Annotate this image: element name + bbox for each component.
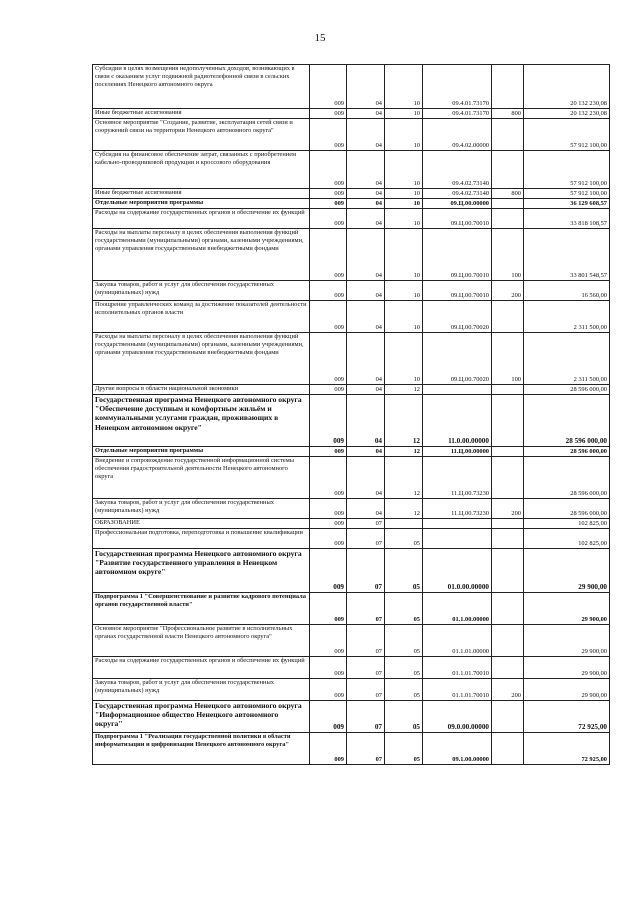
ministry-code-cell: 009 (310, 679, 347, 701)
amount-cell: 57 912 100,00 (524, 119, 610, 151)
table-row (93, 65, 610, 109)
table-row (93, 657, 610, 679)
amount-cell: 20 132 230,08 (524, 109, 610, 119)
amount-cell: 72 925,00 (524, 733, 610, 765)
target-article-code-cell: 09.Ц.00.70020 (423, 333, 492, 385)
row-name-cell: Основное мероприятие "Профессиональное развитие в исполнительных органах государственной власти Ненецкого автономного округа" (93, 625, 310, 657)
table-row (93, 395, 610, 447)
subsection-code-cell: 10 (385, 189, 423, 199)
ministry-code-cell: 009 (310, 109, 347, 119)
section-code-cell: 04 (347, 229, 385, 281)
table-row (93, 209, 610, 229)
expense-type-code-cell: 100 (492, 229, 524, 281)
target-article-code-cell: 09.0.00.00000 (423, 701, 492, 733)
target-article-code-cell: 09.4.01.73170 (423, 109, 492, 119)
target-article-code-cell: 11.Ц.00.00000 (423, 447, 492, 457)
amount-cell: 16 560,00 (524, 281, 610, 301)
target-article-code-cell: 09.Ц.00.70010 (423, 281, 492, 301)
row-name-cell: Закупка товаров, работ и услуг для обеспечения государственных (муниципальных) нужд (93, 499, 310, 519)
expense-type-code-cell (492, 457, 524, 499)
ministry-code-cell: 009 (310, 395, 347, 447)
target-article-code-cell: 09.Ц.00.70010 (423, 229, 492, 281)
row-name-cell: Основное мероприятие "Создание, развитие, эксплуатация сетей связи и сооружений связи на территории Ненецкого автономного округа" (93, 119, 310, 151)
target-article-code-cell: 09.Ц.00.00000 (423, 199, 492, 209)
row-name-cell: Субсидия на финансовое обеспечение затрат, связанных с приобретением кабельно-проводниковой продукции и кроссового оборудования (93, 151, 310, 189)
table-row (93, 151, 610, 189)
target-article-code-cell: 11.0.00.00000 (423, 395, 492, 447)
subsection-code-cell: 12 (385, 499, 423, 519)
ministry-code-cell: 009 (310, 457, 347, 499)
section-code-cell: 07 (347, 549, 385, 593)
subsection-code-cell: 05 (385, 549, 423, 593)
ministry-code-cell: 009 (310, 701, 347, 733)
row-name-cell: Поощрение управленческих команд за достижение показателей деятельности исполнительных органов власти (93, 301, 310, 333)
row-name-cell: Подпрограмма 1 "Реализация государственной политики в области информатизации и цифровизации Ненецкого автономного округа" (93, 733, 310, 765)
expense-type-code-cell (492, 593, 524, 625)
section-code-cell: 04 (347, 209, 385, 229)
section-code-cell: 04 (347, 109, 385, 119)
expense-type-code-cell: 100 (492, 333, 524, 385)
section-code-cell: 07 (347, 529, 385, 549)
subsection-code-cell: 05 (385, 733, 423, 765)
section-code-cell: 04 (347, 447, 385, 457)
table-row (93, 199, 610, 209)
table-row (93, 109, 610, 119)
expense-type-code-cell (492, 209, 524, 229)
section-code-cell: 04 (347, 499, 385, 519)
amount-cell: 28 596 000,00 (524, 395, 610, 447)
target-article-code-cell: 09.Ц.00.70020 (423, 301, 492, 333)
subsection-code-cell: 10 (385, 65, 423, 109)
target-article-code-cell: 01.1.01.70010 (423, 657, 492, 679)
subsection-code-cell: 10 (385, 281, 423, 301)
row-name-cell: Государственная программа Ненецкого автономного округа "Развитие государственного управления в Ненецком автономном округе" (93, 549, 310, 593)
section-code-cell: 04 (347, 281, 385, 301)
ministry-code-cell: 009 (310, 447, 347, 457)
ministry-code-cell: 009 (310, 119, 347, 151)
section-code-cell: 07 (347, 701, 385, 733)
amount-cell: 2 311 500,00 (524, 301, 610, 333)
table-row (93, 385, 610, 395)
amount-cell: 57 912 100,00 (524, 189, 610, 199)
section-code-cell: 04 (347, 301, 385, 333)
section-code-cell: 07 (347, 593, 385, 625)
ministry-code-cell: 009 (310, 593, 347, 625)
expense-type-code-cell (492, 385, 524, 395)
ministry-code-cell: 009 (310, 281, 347, 301)
target-article-code-cell: 09.1.00.00000 (423, 733, 492, 765)
target-article-code-cell: 09.4.02.00000 (423, 119, 492, 151)
row-name-cell: ОБРАЗОВАНИЕ (93, 519, 310, 529)
ministry-code-cell: 009 (310, 209, 347, 229)
subsection-code-cell: 10 (385, 209, 423, 229)
table-row (93, 301, 610, 333)
ministry-code-cell: 009 (310, 333, 347, 385)
ministry-code-cell: 009 (310, 151, 347, 189)
row-name-cell: Расходы на выплаты персоналу в целях обеспечения выполнения функций государственными (муниципальными) органами, казенными учреждениями, органами управления государственными внебюджетными фондами (93, 229, 310, 281)
target-article-code-cell: 09.Ц.00.70010 (423, 209, 492, 229)
section-code-cell: 04 (347, 119, 385, 151)
expense-type-code-cell (492, 119, 524, 151)
row-name-cell: Иные бюджетные ассигнования (93, 109, 310, 119)
subsection-code-cell: 05 (385, 529, 423, 549)
section-code-cell: 04 (347, 395, 385, 447)
row-name-cell: Расходы на выплаты персоналу в целях обеспечения выполнения функций государственными (муниципальными) органами, казенными учреждениями, органами управления государственными внебюджетными фондами (93, 333, 310, 385)
expense-type-code-cell: 200 (492, 499, 524, 519)
table-row (93, 333, 610, 385)
expense-type-code-cell (492, 529, 524, 549)
section-code-cell: 04 (347, 457, 385, 499)
expense-type-code-cell (492, 733, 524, 765)
ministry-code-cell: 009 (310, 199, 347, 209)
ministry-code-cell: 009 (310, 229, 347, 281)
target-article-code-cell (423, 529, 492, 549)
amount-cell: 28 596 000,00 (524, 499, 610, 519)
ministry-code-cell: 009 (310, 529, 347, 549)
row-name-cell: Внедрение и сопровождение государственной информационной системы обеспечения градостроительной деятельности Ненецкого автономного округа (93, 457, 310, 499)
expense-type-code-cell (492, 657, 524, 679)
section-code-cell: 04 (347, 65, 385, 109)
ministry-code-cell: 009 (310, 301, 347, 333)
expense-type-code-cell (492, 151, 524, 189)
amount-cell: 28 596 000,00 (524, 447, 610, 457)
table-row (93, 499, 610, 519)
row-name-cell: Расходы на содержание государственных органов и обеспечение их функций (93, 657, 310, 679)
section-code-cell: 07 (347, 519, 385, 529)
amount-cell: 57 912 100,00 (524, 151, 610, 189)
expense-type-code-cell (492, 447, 524, 457)
table-row (93, 625, 610, 657)
amount-cell: 29 900,00 (524, 657, 610, 679)
row-name-cell: Профессиональная подготовка, переподготовка и повышение квалификации (93, 529, 310, 549)
subsection-code-cell: 10 (385, 229, 423, 281)
target-article-code-cell: 09.4.01.73170 (423, 65, 492, 109)
row-name-cell: Подпрограмма 1 "Совершенствование и развитие кадрового потенциала органов государственной власти" (93, 593, 310, 625)
subsection-code-cell: 05 (385, 701, 423, 733)
table-row (93, 189, 610, 199)
row-name-cell: Отдельные мероприятия программы (93, 199, 310, 209)
amount-cell: 29 900,00 (524, 679, 610, 701)
amount-cell: 29 900,00 (524, 593, 610, 625)
expense-type-code-cell (492, 199, 524, 209)
subsection-code-cell: 12 (385, 395, 423, 447)
section-code-cell: 07 (347, 657, 385, 679)
row-name-cell: Расходы на содержание государственных органов и обеспечение их функций (93, 209, 310, 229)
ministry-code-cell: 009 (310, 625, 347, 657)
ministry-code-cell: 009 (310, 549, 347, 593)
target-article-code-cell: 01.1.00.00000 (423, 593, 492, 625)
ministry-code-cell: 009 (310, 65, 347, 109)
amount-cell: 20 132 230,08 (524, 65, 610, 109)
subsection-code-cell: 12 (385, 447, 423, 457)
expense-type-code-cell: 200 (492, 679, 524, 701)
ministry-code-cell: 009 (310, 189, 347, 199)
expense-type-code-cell (492, 701, 524, 733)
amount-cell: 33 818 108,57 (524, 209, 610, 229)
row-name-cell: Иные бюджетные ассигнования (93, 189, 310, 199)
section-code-cell: 04 (347, 151, 385, 189)
section-code-cell: 04 (347, 385, 385, 395)
target-article-code-cell: 01.1.01.00000 (423, 625, 492, 657)
table-row (93, 549, 610, 593)
table-row (93, 593, 610, 625)
amount-cell: 36 129 608,57 (524, 199, 610, 209)
amount-cell: 29 900,00 (524, 625, 610, 657)
target-article-code-cell (423, 385, 492, 395)
subsection-code-cell: 12 (385, 385, 423, 395)
row-name-cell: Субсидии в целях возмещения недополученных доходов, возникающих в связи с оказанием услуг подвижной радиотелефонной связи в сельских поселениях Ненецкого автономного округа (93, 65, 310, 109)
target-article-code-cell (423, 519, 492, 529)
table-row (93, 701, 610, 733)
table-row (93, 447, 610, 457)
amount-cell: 28 596 000,00 (524, 385, 610, 395)
row-name-cell: Другие вопросы в области национальной экономики (93, 385, 310, 395)
ministry-code-cell: 009 (310, 657, 347, 679)
section-code-cell: 04 (347, 333, 385, 385)
subsection-code-cell: 10 (385, 199, 423, 209)
subsection-code-cell: 10 (385, 151, 423, 189)
ministry-code-cell: 009 (310, 733, 347, 765)
expense-type-code-cell: 200 (492, 281, 524, 301)
expense-type-code-cell (492, 395, 524, 447)
expense-type-code-cell (492, 65, 524, 109)
page-number: 15 (314, 32, 326, 44)
budget-table (92, 64, 610, 765)
section-code-cell: 04 (347, 189, 385, 199)
target-article-code-cell: 01.0.00.00000 (423, 549, 492, 593)
row-name-cell: Закупка товаров, работ и услуг для обеспечения государственных (муниципальных) нужд (93, 679, 310, 701)
row-name-cell: Государственная программа Ненецкого автономного округа "Обеспечение доступным и комфортным жильём и коммунальными услугами граждан, проживающих в Ненецком автономном округе" (93, 395, 310, 447)
expense-type-code-cell (492, 625, 524, 657)
subsection-code-cell: 10 (385, 119, 423, 151)
ministry-code-cell: 009 (310, 385, 347, 395)
table-row (93, 679, 610, 701)
table-row (93, 457, 610, 499)
table-row (93, 733, 610, 765)
subsection-code-cell: 10 (385, 109, 423, 119)
table-row (93, 119, 610, 151)
expense-type-code-cell: 800 (492, 109, 524, 119)
table-row (93, 229, 610, 281)
subsection-code-cell: 05 (385, 679, 423, 701)
subsection-code-cell: 10 (385, 333, 423, 385)
row-name-cell: Закупка товаров, работ и услуг для обеспечения государственных (муниципальных) нужд (93, 281, 310, 301)
target-article-code-cell: 11.Ц.00.73230 (423, 457, 492, 499)
expense-type-code-cell (492, 301, 524, 333)
expense-type-code-cell (492, 549, 524, 593)
section-code-cell: 07 (347, 625, 385, 657)
subsection-code-cell (385, 519, 423, 529)
table-row (93, 281, 610, 301)
amount-cell: 102 825,00 (524, 519, 610, 529)
target-article-code-cell: 09.4.02.73140 (423, 151, 492, 189)
row-name-cell: Государственная программа Ненецкого автономного округа "Информационное общество Ненецкого автономного округа" (93, 701, 310, 733)
expense-type-code-cell: 800 (492, 189, 524, 199)
target-article-code-cell: 11.Ц.00.73230 (423, 499, 492, 519)
subsection-code-cell: 12 (385, 457, 423, 499)
target-article-code-cell: 09.4.02.73140 (423, 189, 492, 199)
section-code-cell: 07 (347, 733, 385, 765)
section-code-cell: 07 (347, 679, 385, 701)
amount-cell: 72 925,00 (524, 701, 610, 733)
amount-cell: 29 900,00 (524, 549, 610, 593)
subsection-code-cell: 10 (385, 301, 423, 333)
target-article-code-cell: 01.1.01.70010 (423, 679, 492, 701)
subsection-code-cell: 05 (385, 625, 423, 657)
table-row (93, 519, 610, 529)
amount-cell: 102 825,00 (524, 529, 610, 549)
section-code-cell: 04 (347, 199, 385, 209)
subsection-code-cell: 05 (385, 657, 423, 679)
amount-cell: 33 801 548,57 (524, 229, 610, 281)
amount-cell: 28 596 000,00 (524, 457, 610, 499)
ministry-code-cell: 009 (310, 519, 347, 529)
expense-type-code-cell (492, 519, 524, 529)
amount-cell: 2 311 500,00 (524, 333, 610, 385)
ministry-code-cell: 009 (310, 499, 347, 519)
subsection-code-cell: 05 (385, 593, 423, 625)
table-row (93, 529, 610, 549)
row-name-cell: Отдельные мероприятия программы (93, 447, 310, 457)
